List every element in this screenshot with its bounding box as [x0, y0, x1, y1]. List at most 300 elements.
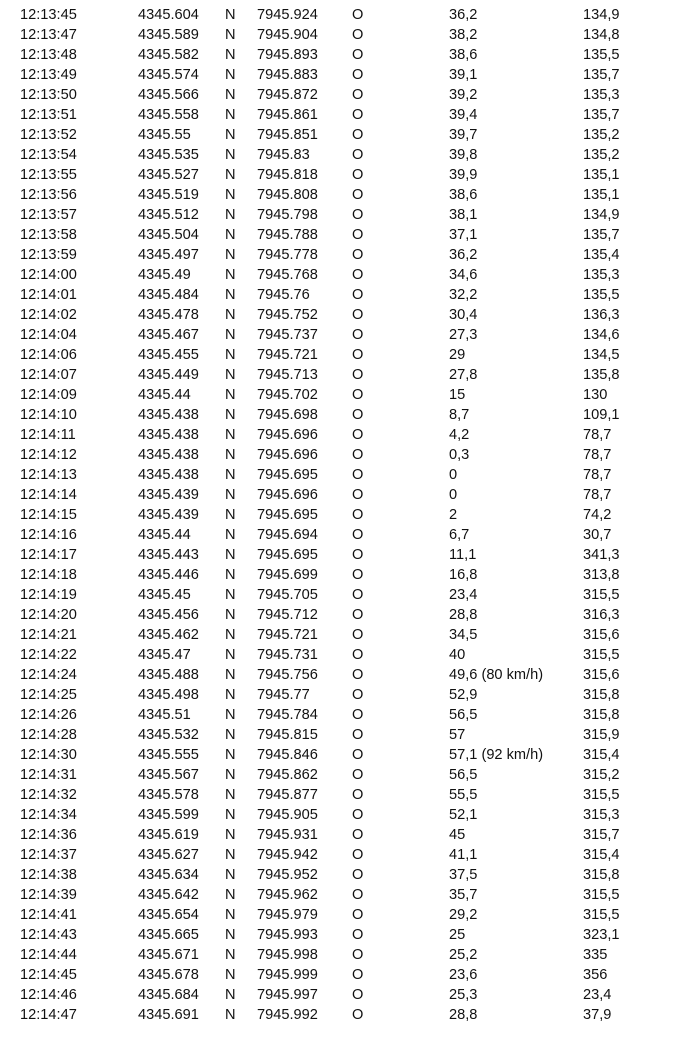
lon-hemisphere-cell: O: [352, 387, 364, 403]
table-row: [0, 765, 680, 785]
lon-hemisphere-cell: O: [352, 587, 364, 603]
lon-hemisphere-cell: O: [352, 327, 364, 343]
lat-hemisphere-cell: N: [225, 827, 236, 843]
time-cell: 12:14:21: [20, 627, 77, 643]
latitude-cell: 4345.527: [138, 167, 199, 183]
latitude-cell: 4345.684: [138, 987, 199, 1003]
lon-hemisphere-cell: O: [352, 607, 364, 623]
heading-cell: 30,7: [583, 527, 612, 543]
latitude-cell: 4345.665: [138, 927, 199, 943]
latitude-cell: 4345.484: [138, 287, 199, 303]
latitude-cell: 4345.519: [138, 187, 199, 203]
longitude-cell: 7945.808: [257, 187, 318, 203]
latitude-cell: 4345.691: [138, 1007, 199, 1023]
lat-hemisphere-cell: N: [225, 407, 236, 423]
lon-hemisphere-cell: O: [352, 87, 364, 103]
lon-hemisphere-cell: O: [352, 1007, 364, 1023]
heading-cell: 315,5: [583, 587, 620, 603]
latitude-cell: 4345.582: [138, 47, 199, 63]
heading-cell: 134,8: [583, 27, 620, 43]
time-cell: 12:14:06: [20, 347, 77, 363]
lat-hemisphere-cell: N: [225, 447, 236, 463]
lon-hemisphere-cell: O: [352, 267, 364, 283]
table-row: [0, 565, 680, 585]
lon-hemisphere-cell: O: [352, 47, 364, 63]
heading-cell: 315,4: [583, 847, 620, 863]
time-cell: 12:13:54: [20, 147, 77, 163]
speed-cell: 32,2: [449, 287, 478, 303]
speed-cell: 16,8: [449, 567, 478, 583]
heading-cell: 335: [583, 947, 608, 963]
heading-cell: 135,1: [583, 167, 620, 183]
table-row: [0, 1005, 680, 1025]
lat-hemisphere-cell: N: [225, 887, 236, 903]
lon-hemisphere-cell: O: [352, 727, 364, 743]
speed-cell: 38,6: [449, 47, 478, 63]
table-row: [0, 465, 680, 485]
table-row: [0, 525, 680, 545]
lat-hemisphere-cell: N: [225, 367, 236, 383]
time-cell: 12:14:18: [20, 567, 77, 583]
lon-hemisphere-cell: O: [352, 927, 364, 943]
latitude-cell: 4345.47: [138, 647, 191, 663]
table-row: [0, 425, 680, 445]
speed-cell: 25,3: [449, 987, 478, 1003]
longitude-cell: 7945.862: [257, 767, 318, 783]
longitude-cell: 7945.696: [257, 447, 318, 463]
lat-hemisphere-cell: N: [225, 707, 236, 723]
lon-hemisphere-cell: O: [352, 207, 364, 223]
lat-hemisphere-cell: N: [225, 267, 236, 283]
lat-hemisphere-cell: N: [225, 107, 236, 123]
lon-hemisphere-cell: O: [352, 987, 364, 1003]
table-row: [0, 165, 680, 185]
lat-hemisphere-cell: N: [225, 247, 236, 263]
latitude-cell: 4345.671: [138, 947, 199, 963]
latitude-cell: 4345.438: [138, 447, 199, 463]
lat-hemisphere-cell: N: [225, 787, 236, 803]
lon-hemisphere-cell: O: [352, 347, 364, 363]
latitude-cell: 4345.504: [138, 227, 199, 243]
table-row: [0, 705, 680, 725]
time-cell: 12:13:45: [20, 7, 77, 23]
latitude-cell: 4345.49: [138, 267, 191, 283]
longitude-cell: 7945.798: [257, 207, 318, 223]
speed-cell: 23,6: [449, 967, 478, 983]
speed-cell: 34,6: [449, 267, 478, 283]
time-cell: 12:14:12: [20, 447, 77, 463]
lon-hemisphere-cell: O: [352, 827, 364, 843]
latitude-cell: 4345.558: [138, 107, 199, 123]
lon-hemisphere-cell: O: [352, 647, 364, 663]
time-cell: 12:13:56: [20, 187, 77, 203]
heading-cell: 315,6: [583, 627, 620, 643]
lon-hemisphere-cell: O: [352, 487, 364, 503]
lon-hemisphere-cell: O: [352, 787, 364, 803]
time-cell: 12:14:16: [20, 527, 77, 543]
table-row: [0, 745, 680, 765]
heading-cell: 356: [583, 967, 608, 983]
time-cell: 12:14:25: [20, 687, 77, 703]
lat-hemisphere-cell: N: [225, 987, 236, 1003]
heading-cell: 315,9: [583, 727, 620, 743]
speed-cell: 41,1: [449, 847, 478, 863]
lat-hemisphere-cell: N: [225, 607, 236, 623]
longitude-cell: 7945.962: [257, 887, 318, 903]
table-row: [0, 5, 680, 25]
latitude-cell: 4345.443: [138, 547, 199, 563]
heading-cell: 315,8: [583, 707, 620, 723]
lat-hemisphere-cell: N: [225, 467, 236, 483]
heading-cell: 135,3: [583, 87, 620, 103]
table-row: [0, 285, 680, 305]
heading-cell: 78,7: [583, 447, 612, 463]
lon-hemisphere-cell: O: [352, 467, 364, 483]
lat-hemisphere-cell: N: [225, 547, 236, 563]
lat-hemisphere-cell: N: [225, 427, 236, 443]
lat-hemisphere-cell: N: [225, 87, 236, 103]
longitude-cell: 7945.893: [257, 47, 318, 63]
lon-hemisphere-cell: O: [352, 687, 364, 703]
speed-cell: 8,7: [449, 407, 470, 423]
gps-log-table: [0, 5, 680, 1025]
lat-hemisphere-cell: N: [225, 327, 236, 343]
speed-cell: 0: [449, 487, 458, 503]
lat-hemisphere-cell: N: [225, 187, 236, 203]
time-cell: 12:13:49: [20, 67, 77, 83]
lat-hemisphere-cell: N: [225, 67, 236, 83]
table-row: [0, 225, 680, 245]
table-row: [0, 785, 680, 805]
longitude-cell: 7945.952: [257, 867, 318, 883]
time-cell: 12:14:07: [20, 367, 77, 383]
lat-hemisphere-cell: N: [225, 587, 236, 603]
heading-cell: 135,8: [583, 367, 620, 383]
longitude-cell: 7945.752: [257, 307, 318, 323]
lon-hemisphere-cell: O: [352, 227, 364, 243]
latitude-cell: 4345.498: [138, 687, 199, 703]
longitude-cell: 7945.883: [257, 67, 318, 83]
lat-hemisphere-cell: N: [225, 147, 236, 163]
lon-hemisphere-cell: O: [352, 447, 364, 463]
heading-cell: 78,7: [583, 467, 612, 483]
gps-log-body: [0, 5, 680, 1025]
latitude-cell: 4345.642: [138, 887, 199, 903]
heading-cell: 135,2: [583, 147, 620, 163]
longitude-cell: 7945.696: [257, 487, 318, 503]
speed-cell: 34,5: [449, 627, 478, 643]
time-cell: 12:14:46: [20, 987, 77, 1003]
latitude-cell: 4345.497: [138, 247, 199, 263]
speed-cell: 4,2: [449, 427, 470, 443]
speed-cell: 37,1: [449, 227, 478, 243]
latitude-cell: 4345.574: [138, 67, 199, 83]
speed-cell: 0,3: [449, 447, 470, 463]
latitude-cell: 4345.439: [138, 487, 199, 503]
longitude-cell: 7945.778: [257, 247, 318, 263]
lat-hemisphere-cell: N: [225, 747, 236, 763]
lat-hemisphere-cell: N: [225, 767, 236, 783]
lon-hemisphere-cell: O: [352, 107, 364, 123]
table-row: [0, 405, 680, 425]
latitude-cell: 4345.438: [138, 467, 199, 483]
longitude-cell: 7945.846: [257, 747, 318, 763]
time-cell: 12:14:34: [20, 807, 77, 823]
time-cell: 12:14:09: [20, 387, 77, 403]
lon-hemisphere-cell: O: [352, 847, 364, 863]
latitude-cell: 4345.566: [138, 87, 199, 103]
speed-cell: 49,6 (80 km/h): [449, 667, 544, 683]
longitude-cell: 7945.695: [257, 467, 318, 483]
latitude-cell: 4345.45: [138, 587, 191, 603]
longitude-cell: 7945.942: [257, 847, 318, 863]
longitude-cell: 7945.695: [257, 547, 318, 563]
lon-hemisphere-cell: O: [352, 507, 364, 523]
lon-hemisphere-cell: O: [352, 807, 364, 823]
time-cell: 12:14:38: [20, 867, 77, 883]
longitude-cell: 7945.924: [257, 7, 318, 23]
lon-hemisphere-cell: O: [352, 367, 364, 383]
longitude-cell: 7945.77: [257, 687, 310, 703]
latitude-cell: 4345.467: [138, 327, 199, 343]
longitude-cell: 7945.904: [257, 27, 318, 43]
time-cell: 12:14:11: [20, 427, 76, 443]
lat-hemisphere-cell: N: [225, 487, 236, 503]
table-row: [0, 205, 680, 225]
lat-hemisphere-cell: N: [225, 727, 236, 743]
lon-hemisphere-cell: O: [352, 7, 364, 23]
longitude-cell: 7945.851: [257, 127, 318, 143]
latitude-cell: 4345.604: [138, 7, 199, 23]
heading-cell: 315,3: [583, 807, 620, 823]
heading-cell: 135,7: [583, 227, 620, 243]
speed-cell: 25,2: [449, 947, 478, 963]
heading-cell: 109,1: [583, 407, 620, 423]
table-row: [0, 825, 680, 845]
time-cell: 12:13:59: [20, 247, 77, 263]
speed-cell: 28,8: [449, 1007, 478, 1023]
speed-cell: 11,1: [449, 547, 477, 563]
lon-hemisphere-cell: O: [352, 667, 364, 683]
longitude-cell: 7945.768: [257, 267, 318, 283]
heading-cell: 135,7: [583, 107, 620, 123]
longitude-cell: 7945.872: [257, 87, 318, 103]
longitude-cell: 7945.721: [257, 347, 318, 363]
lat-hemisphere-cell: N: [225, 687, 236, 703]
heading-cell: 23,4: [583, 987, 612, 1003]
heading-cell: 135,5: [583, 47, 620, 63]
latitude-cell: 4345.44: [138, 387, 191, 403]
lat-hemisphere-cell: N: [225, 967, 236, 983]
speed-cell: 38,1: [449, 207, 478, 223]
speed-cell: 25: [449, 927, 466, 943]
speed-cell: 2: [449, 507, 458, 523]
heading-cell: 315,6: [583, 667, 620, 683]
longitude-cell: 7945.705: [257, 587, 318, 603]
table-row: [0, 605, 680, 625]
heading-cell: 130: [583, 387, 608, 403]
time-cell: 12:14:15: [20, 507, 77, 523]
latitude-cell: 4345.456: [138, 607, 199, 623]
longitude-cell: 7945.861: [257, 107, 318, 123]
lon-hemisphere-cell: O: [352, 147, 364, 163]
longitude-cell: 7945.979: [257, 907, 318, 923]
table-row: [0, 125, 680, 145]
longitude-cell: 7945.818: [257, 167, 318, 183]
time-cell: 12:14:22: [20, 647, 77, 663]
speed-cell: 6,7: [449, 527, 470, 543]
lon-hemisphere-cell: O: [352, 287, 364, 303]
time-cell: 12:13:52: [20, 127, 77, 143]
longitude-cell: 7945.83: [257, 147, 310, 163]
time-cell: 12:14:26: [20, 707, 77, 723]
table-row: [0, 145, 680, 165]
latitude-cell: 4345.488: [138, 667, 199, 683]
table-row: [0, 345, 680, 365]
lat-hemisphere-cell: N: [225, 627, 236, 643]
heading-cell: 313,8: [583, 567, 620, 583]
heading-cell: 315,4: [583, 747, 620, 763]
table-row: [0, 65, 680, 85]
heading-cell: 134,6: [583, 327, 620, 343]
time-cell: 12:14:13: [20, 467, 77, 483]
table-row: [0, 725, 680, 745]
table-row: [0, 505, 680, 525]
longitude-cell: 7945.997: [257, 987, 318, 1003]
speed-cell: 39,8: [449, 147, 478, 163]
lat-hemisphere-cell: N: [225, 307, 236, 323]
speed-cell: 28,8: [449, 607, 478, 623]
time-cell: 12:13:51: [20, 107, 77, 123]
table-row: [0, 365, 680, 385]
heading-cell: 134,5: [583, 347, 620, 363]
longitude-cell: 7945.696: [257, 427, 318, 443]
lat-hemisphere-cell: N: [225, 207, 236, 223]
latitude-cell: 4345.55: [138, 127, 191, 143]
time-cell: 12:13:47: [20, 27, 77, 43]
time-cell: 12:13:50: [20, 87, 77, 103]
table-row: [0, 485, 680, 505]
table-row: [0, 945, 680, 965]
lat-hemisphere-cell: N: [225, 1007, 236, 1023]
heading-cell: 315,8: [583, 867, 620, 883]
heading-cell: 136,3: [583, 307, 620, 323]
lon-hemisphere-cell: O: [352, 67, 364, 83]
heading-cell: 135,5: [583, 287, 620, 303]
lat-hemisphere-cell: N: [225, 47, 236, 63]
table-row: [0, 185, 680, 205]
latitude-cell: 4345.634: [138, 867, 199, 883]
time-cell: 12:14:19: [20, 587, 77, 603]
latitude-cell: 4345.438: [138, 427, 199, 443]
heading-cell: 315,2: [583, 767, 620, 783]
table-row: [0, 545, 680, 565]
table-row: [0, 665, 680, 685]
lat-hemisphere-cell: N: [225, 507, 236, 523]
lat-hemisphere-cell: N: [225, 27, 236, 43]
time-cell: 12:14:10: [20, 407, 77, 423]
longitude-cell: 7945.999: [257, 967, 318, 983]
speed-cell: 29,2: [449, 907, 478, 923]
latitude-cell: 4345.627: [138, 847, 199, 863]
table-row: [0, 25, 680, 45]
time-cell: 12:14:30: [20, 747, 77, 763]
heading-cell: 37,9: [583, 1007, 612, 1023]
heading-cell: 74,2: [583, 507, 612, 523]
speed-cell: 39,1: [449, 67, 478, 83]
table-row: [0, 865, 680, 885]
time-cell: 12:14:45: [20, 967, 77, 983]
lat-hemisphere-cell: N: [225, 947, 236, 963]
speed-cell: 35,7: [449, 887, 478, 903]
table-row: [0, 45, 680, 65]
table-row: [0, 965, 680, 985]
speed-cell: 57: [449, 727, 466, 743]
longitude-cell: 7945.784: [257, 707, 318, 723]
time-cell: 12:14:32: [20, 787, 77, 803]
time-cell: 12:14:39: [20, 887, 77, 903]
speed-cell: 27,8: [449, 367, 478, 383]
table-row: [0, 585, 680, 605]
lon-hemisphere-cell: O: [352, 127, 364, 143]
latitude-cell: 4345.532: [138, 727, 199, 743]
table-row: [0, 885, 680, 905]
longitude-cell: 7945.695: [257, 507, 318, 523]
lon-hemisphere-cell: O: [352, 547, 364, 563]
time-cell: 12:14:24: [20, 667, 77, 683]
speed-cell: 39,4: [449, 107, 478, 123]
time-cell: 12:14:14: [20, 487, 77, 503]
speed-cell: 30,4: [449, 307, 478, 323]
heading-cell: 135,2: [583, 127, 620, 143]
speed-cell: 36,2: [449, 7, 478, 23]
longitude-cell: 7945.694: [257, 527, 318, 543]
heading-cell: 315,5: [583, 647, 620, 663]
heading-cell: 315,7: [583, 827, 620, 843]
lat-hemisphere-cell: N: [225, 807, 236, 823]
speed-cell: 29: [449, 347, 466, 363]
time-cell: 12:14:02: [20, 307, 77, 323]
longitude-cell: 7945.877: [257, 787, 318, 803]
longitude-cell: 7945.993: [257, 927, 318, 943]
time-cell: 12:14:47: [20, 1007, 77, 1023]
lon-hemisphere-cell: O: [352, 187, 364, 203]
lon-hemisphere-cell: O: [352, 27, 364, 43]
time-cell: 12:13:48: [20, 47, 77, 63]
speed-cell: 39,7: [449, 127, 478, 143]
longitude-cell: 7945.756: [257, 667, 318, 683]
lat-hemisphere-cell: N: [225, 167, 236, 183]
latitude-cell: 4345.599: [138, 807, 199, 823]
latitude-cell: 4345.567: [138, 767, 199, 783]
heading-cell: 135,7: [583, 67, 620, 83]
latitude-cell: 4345.654: [138, 907, 199, 923]
speed-cell: 37,5: [449, 867, 478, 883]
longitude-cell: 7945.731: [257, 647, 318, 663]
time-cell: 12:14:44: [20, 947, 77, 963]
table-row: [0, 385, 680, 405]
latitude-cell: 4345.439: [138, 507, 199, 523]
time-cell: 12:14:43: [20, 927, 77, 943]
speed-cell: 15: [449, 387, 466, 403]
latitude-cell: 4345.438: [138, 407, 199, 423]
speed-cell: 38,2: [449, 27, 478, 43]
time-cell: 12:14:37: [20, 847, 77, 863]
table-row: [0, 265, 680, 285]
time-cell: 12:14:00: [20, 267, 77, 283]
time-cell: 12:14:41: [20, 907, 77, 923]
lon-hemisphere-cell: O: [352, 247, 364, 263]
